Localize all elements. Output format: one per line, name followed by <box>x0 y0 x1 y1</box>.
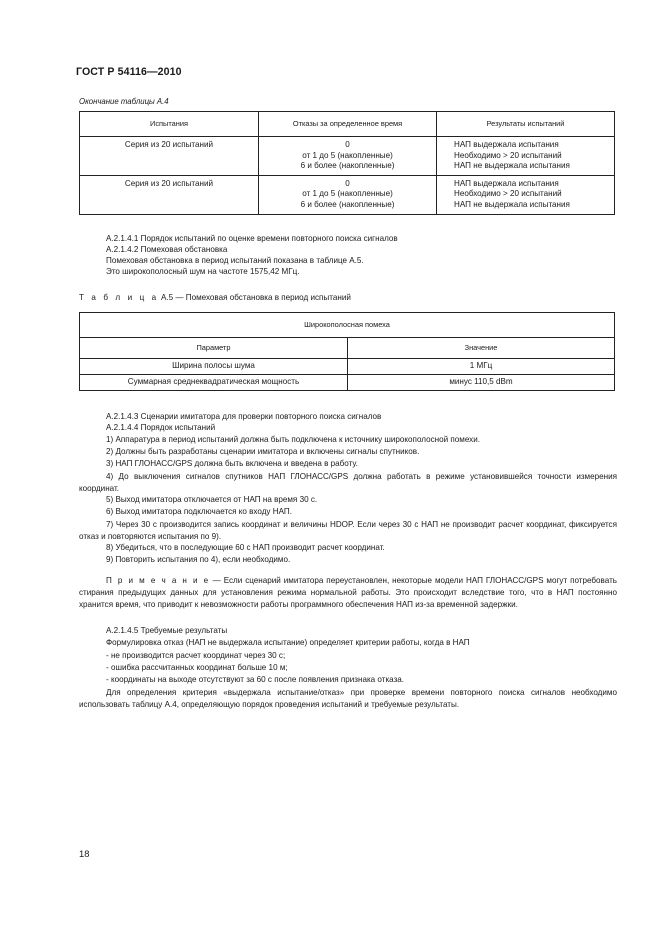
paragraph-noise-frequency: Это широкополосный шум на частоте 1575,42 МГц. <box>106 267 300 276</box>
clause-a21414: А.2.1.4.1 Порядок испытаний по оценке времени повторного поиска сигналов <box>106 234 398 243</box>
procedure-step: 4) До выключения сигналов спутников НАП ГЛОНАСС/GPS должна работать в режиме установившейся точности измерения координат. <box>79 472 617 493</box>
table-a4-failures-cell <box>259 175 437 214</box>
table-a5-col-value: Значение <box>348 338 615 359</box>
table-a4-col-tests: Испытания <box>80 112 259 137</box>
table-a4-results-cell <box>437 175 615 214</box>
note-label: П р и м е ч а н и е <box>106 576 210 585</box>
procedure-step: 2) Должны быть разработаны сценарии имитатора и включены сигналы спутников. <box>106 447 420 456</box>
table-a5-col-parameter: Параметр <box>80 338 348 359</box>
table-a5-caption-label: Т а б л и ц а <box>79 293 159 302</box>
note-text: — Если сценарий имитатора переустановлен, некоторые модели НАП ГЛОНАСС/GPS могут потребовать стирания предыдущих данных для установления режима нормальной работы. Это происходит вследствие того, что в НАП постоянно хранится время, что приводит к невозможности работы программного обеспечения НАП из-за временной задержки. <box>79 576 617 609</box>
result-line: НАП выдержала испытания <box>454 178 559 188</box>
result-line: Необходимо > 20 испытаний <box>454 150 562 160</box>
table-a4-test-cell <box>80 175 259 214</box>
table-row <box>80 375 615 391</box>
result-line: НАП не выдержала испытания <box>454 161 570 171</box>
table-a5-param-cell: Суммарная среднеквадратическая мощность <box>80 375 348 391</box>
procedure-step: 7) Через 30 с производится запись координат и величины HDOP. Если через 30 с НАП не производит расчет координат, фиксируется отказ и повторяются испытания по 9). <box>79 520 617 541</box>
result-line: Необходимо > 20 испытаний <box>454 189 562 199</box>
test-text: Серия из 20 испытаний <box>124 140 214 149</box>
criteria-item: - ошибка рассчитанных координат больше 10 м; <box>106 663 288 672</box>
page-number: 18 <box>79 848 90 859</box>
table-a4-test-cell <box>80 137 259 176</box>
table-a5-caption-text: А.5 — Помеховая обстановка в период испытаний <box>158 293 351 302</box>
clause-a21414-heading: А.2.1.4.4 Порядок испытаний <box>106 423 216 432</box>
table-a4-col-failures: Отказы за определенное время <box>259 112 437 137</box>
result-line: НАП не выдержала испытания <box>454 199 570 209</box>
result-line: НАП выдержала испытания <box>454 140 559 149</box>
table-row <box>80 175 615 214</box>
procedure-step: 9) Повторить испытания по 4), если необходимо. <box>106 555 291 564</box>
criteria-item: - координаты на выходе отсутствуют за 60 с после появления признака отказа. <box>106 675 405 684</box>
criteria-item: - не производится расчет координат через 30 с; <box>106 651 286 660</box>
table-row <box>80 359 615 375</box>
table-a5-header-row <box>80 338 615 359</box>
clause-a21415: А.2.1.4.2 Помеховая обстановка <box>106 245 228 254</box>
failures-line: от 1 до 5 (накопленные) <box>302 189 393 199</box>
clause-a21413: А.2.1.4.3 Сценарии имитатора для проверки повторного поиска сигналов <box>106 412 382 421</box>
table-a5-caption <box>79 293 351 304</box>
results-closing: Для определения критерия «выдержала испытание/отказ» при проверке времени повторного поиска сигналов необходимо использовать таблицу А.4, определяющую порядок проведения испытаний и требуемые результаты. <box>79 688 617 709</box>
procedure-step: 3) НАП ГЛОНАСС/GPS должна быть включена и введена в работу. <box>106 459 358 468</box>
procedure-step: 8) Убедиться, что в последующие 60 с НАП производит расчет координат. <box>106 543 385 552</box>
table-a5-param-cell: Ширина полосы шума <box>80 359 348 375</box>
failures-line: 6 и более (накопленные) <box>300 161 395 171</box>
table-a4-header-row <box>80 112 615 137</box>
table-a5-title: Широкополосная помеха <box>80 313 615 338</box>
procedure-step: 6) Выход имитатора подключается ко входу НАП. <box>106 507 292 516</box>
table-a5-value-cell: минус 110,5 dBm <box>348 375 615 391</box>
paragraph-noise-setup: Помеховая обстановка в период испытаний показана в таблице А.5. <box>106 256 364 265</box>
table-row <box>80 137 615 176</box>
table-a5 <box>79 312 615 391</box>
failures-line: 6 и более (накопленные) <box>300 199 395 209</box>
table-a4-results-cell <box>437 137 615 176</box>
table-a4-col-results: Результаты испытаний <box>437 112 615 137</box>
note-paragraph <box>79 575 617 611</box>
procedure-step: 5) Выход имитатора отключается от НАП на время 30 с. <box>106 495 318 504</box>
table-a4-failures-cell <box>259 137 437 176</box>
results-intro: Формулировка отказ (НАП не выдержала испытание) определяет критерии работы, когда в НАП <box>106 638 470 647</box>
table-a4 <box>79 111 615 215</box>
failures-line: 0 <box>345 140 350 149</box>
standard-number: ГОСТ Р 54116—2010 <box>76 66 182 78</box>
failures-line: от 1 до 5 (накопленные) <box>302 150 393 160</box>
clause-a21415-heading: А.2.1.4.5 Требуемые результаты <box>106 626 228 635</box>
failures-line: 0 <box>345 178 350 188</box>
procedure-step: 1) Аппаратура в период испытаний должна быть подключена к источнику широкополосной помехи. <box>106 435 480 444</box>
table-a4-continuation-caption: Окончание таблицы А.4 <box>79 97 169 106</box>
table-a5-value-cell: 1 МГц <box>348 359 615 375</box>
test-text: Серия из 20 испытаний <box>124 178 214 188</box>
